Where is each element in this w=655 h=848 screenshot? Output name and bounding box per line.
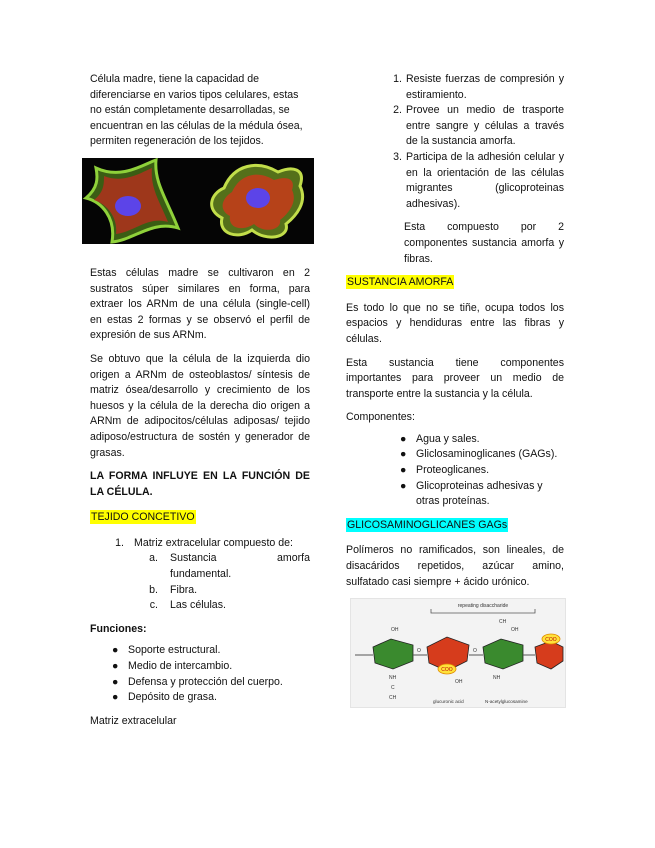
sustancia-amorfa-heading: SUSTANCIA AMORFA (347, 276, 454, 289)
list-item-text: Las células. (170, 599, 226, 612)
list-item (90, 675, 310, 691)
list-letter: b. (149, 583, 158, 596)
list-item (346, 432, 564, 448)
carboxyl-label: COO (441, 667, 453, 674)
list-item (90, 643, 310, 659)
methyl-label: CH (499, 619, 507, 626)
list-item (376, 72, 564, 103)
list-item-text: Gliclosaminoglicanes (GAGs). (416, 448, 558, 461)
compuesto-paragraph: Esta compuesto por 2 componentes sustancia amorfa y fibras. (404, 221, 564, 265)
list-item (90, 551, 310, 582)
componentes-heading: Componentes: (346, 411, 415, 424)
nh-label: NH (493, 675, 501, 682)
list-item (90, 598, 310, 614)
list-item-text: Participa de la adhesión celular y en la orientación de las células migrantes (glicoproteinas adhesivas). (406, 150, 564, 210)
list-item (90, 583, 310, 599)
list-number: 3. (393, 150, 402, 163)
nh-label: NH (389, 675, 397, 682)
stem-cells-paragraph: Estas células madre se cultivaron en 2 sustratos súper similares en forma, para extraer los ARNm de una célula (single-cell) en estas 2 formas y se observó el perfil de expresión de sus ARNm. (90, 266, 310, 342)
gag-diagram (350, 598, 566, 708)
result-paragraph: Se obtuvo que la célula de la izquierda dio origen a ARNm de osteoblastos/ síntesis de matriz ósea/desarrollo y crecimiento de los huesos y la célula de la derecha dio origen a ARNm de adipocitos/células adiposas/ tejido adiposo/estructura de sostén y generador de grasas. (90, 352, 310, 459)
list-item (346, 447, 564, 463)
funciones-list (90, 643, 310, 705)
list-item (346, 463, 564, 479)
sustancia-paragraph-1: Es todo lo que no se tiñe, ocupa todos los espacios y hendiduras entre las fibras y células. (346, 301, 564, 345)
stem-cells-image (82, 158, 314, 244)
list-item-text: Depósito de grasa. (128, 691, 217, 704)
bullet-icon: ● (400, 479, 407, 492)
list-number: 1. (393, 73, 402, 85)
list-item (376, 103, 564, 150)
list-item-text: Medio de intercambio. (128, 660, 233, 673)
list-item-text: Sustancia amorfa fundamental. (170, 552, 310, 581)
stem-cells-illustration (82, 158, 314, 244)
list-item (90, 659, 310, 675)
list-item-text: Defensa y protección del cuerpo. (128, 675, 283, 688)
gags-paragraph: Polímeros no ramificados, son lineales, de disacáridos repetidos, azúcar amino, sulfatado casi siempre + ácido urónico. (346, 544, 564, 588)
matrix-sublist (90, 551, 310, 613)
componentes-list (346, 432, 564, 510)
bullet-icon: ● (400, 448, 407, 461)
list-item-text: Matriz extracelular compuesto de: (134, 536, 293, 549)
matrix-footer: Matriz extracelular (90, 714, 177, 727)
left-column (90, 72, 310, 737)
gag-structure-illustration (351, 599, 565, 707)
matrix-list (94, 536, 310, 552)
list-item-text: Agua y sales. (416, 432, 480, 445)
gags-heading: GLICOSAMINOGLICANES GAGs (347, 518, 508, 531)
diagram-top-label: repeating disaccharide (457, 603, 509, 610)
methyl-label: CH (389, 695, 397, 702)
tejido-conectivo-heading: TEJIDO CONCETIVO (91, 511, 195, 524)
bullet-icon: ● (400, 432, 407, 445)
intro-paragraph: Célula madre, tiene la capacidad de diferenciarse en varios tipos celulares, estas no están completamente desarrolladas, se encuentran en las células de la médula ósea, permiten regeneración de los tejidos. (90, 73, 303, 148)
list-letter: c. (149, 599, 158, 612)
hydroxyl-label: OH (511, 627, 519, 634)
shape-function-heading: LA FORMA INFLUYE EN LA FUNCIÓN DE LA CÉLULA. (90, 470, 310, 498)
list-item-text: Provee un medio de trasporte entre sangre y células a través de la sustancia amorfa. (406, 104, 564, 148)
bullet-icon: ● (112, 675, 119, 688)
right-column (346, 72, 564, 708)
acetylglucosamine-label: N-acetylglucosamine (485, 699, 528, 705)
funciones-heading: Funciones: (90, 622, 147, 635)
list-item-text: Proteoglicanes. (416, 464, 490, 477)
list-item-text: Soporte estructural. (128, 644, 221, 657)
list-item-text: Glicoproteinas adhesivas y otras proteínas. (416, 479, 543, 508)
bullet-icon: ● (112, 691, 119, 704)
carbon-label: C (391, 685, 395, 692)
list-item (94, 536, 310, 552)
list-number: 2. (393, 104, 402, 117)
carboxyl-label: COO (545, 637, 557, 644)
list-item (376, 150, 564, 212)
list-item (90, 690, 310, 706)
list-letter: a. (149, 552, 158, 565)
functions-list (376, 72, 564, 212)
list-item-text: Fibra. (170, 583, 198, 596)
oxygen-label: O (417, 648, 421, 655)
sustancia-paragraph-2: Esta sustancia tiene componentes importantes para proveer un medio de transporte entre la sustancia y la célula. (346, 356, 564, 400)
glucuronic-acid-label: glucuronic acid (433, 699, 464, 705)
list-number: 1. (115, 536, 124, 549)
oxygen-label: O (473, 648, 477, 655)
list-item (346, 479, 564, 510)
bullet-icon: ● (400, 464, 407, 477)
bullet-icon: ● (112, 660, 119, 673)
hydroxyl-label: OH (455, 679, 463, 686)
bullet-icon: ● (112, 644, 119, 657)
hydroxyl-label: OH (391, 627, 399, 634)
list-item-text: Resiste fuerzas de compresión y estiramiento. (406, 73, 564, 101)
